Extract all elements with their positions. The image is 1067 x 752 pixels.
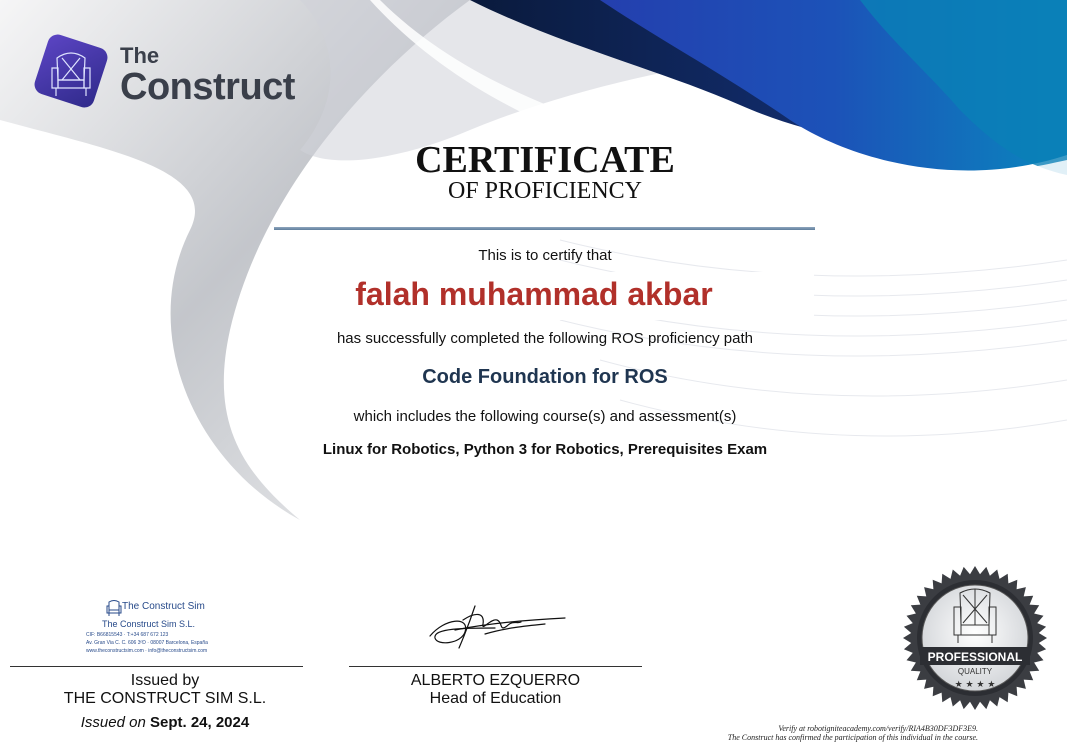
- company-stamp: [84, 598, 234, 658]
- issued-on-label: Issued on: [80, 714, 146, 731]
- certify-intro: This is to certify that: [478, 247, 612, 264]
- certificate-title: CERTIFICATE: [415, 139, 675, 181]
- stamp-company-name: The Construct Sim: [122, 601, 205, 612]
- issue-date: Sept. 24, 2024: [149, 714, 250, 731]
- armchair-logo-icon: [32, 28, 112, 123]
- verification-note: [600, 724, 978, 742]
- signer-name: ALBERTO EZQUERRO: [410, 672, 581, 689]
- seal-stars: ★ ★ ★ ★: [954, 680, 996, 690]
- verify-confirmation-line: The Construct has confirmed the participation of this individual in the course.: [727, 733, 978, 742]
- completion-text: has successfully completed the following ROS proficiency path: [336, 330, 754, 347]
- handwritten-signature: [425, 598, 570, 658]
- issuer-name: THE CONSTRUCT SIM S.L.: [63, 690, 267, 707]
- signer-signature-line: [349, 666, 642, 667]
- certificate-subtitle: OF PROFICIENCY: [447, 178, 643, 204]
- logo-text-construct: Construct: [120, 66, 295, 108]
- verify-url-line: Verify at robotigniteacademy.com/verify/RIA4B30DF3DF3E9.: [778, 724, 978, 733]
- issue-date-line: [10, 714, 320, 731]
- stamp-line: CIF: B66815543 · T:+34 687 672 123: [86, 632, 169, 638]
- signer-title: Head of Education: [429, 690, 562, 707]
- stamp-legal-name: The Construct Sim S.L.: [102, 619, 196, 629]
- seal-text-professional: PROFESSIONAL: [927, 650, 1023, 664]
- issuer-signature-line: [10, 666, 303, 667]
- stamp-chair-icon: [106, 599, 122, 617]
- title-divider: [274, 227, 815, 230]
- stamp-line: Av. Gran Via C. C. 606 3ºD · 08007 Barcelona, España: [86, 640, 208, 646]
- includes-text: which includes the following course(s) and assessment(s): [353, 408, 737, 425]
- brand-logo: [32, 28, 332, 128]
- path-name: Code Foundation for ROS: [422, 366, 668, 388]
- recipient-name: falah muhammad akbar: [355, 276, 713, 312]
- issued-by-label: Issued by: [130, 672, 200, 689]
- seal-text-quality: QUALITY: [957, 667, 993, 676]
- course-list: Linux for Robotics, Python 3 for Robotics, Prerequisites Exam: [322, 441, 768, 458]
- seal-chair-icon: [954, 589, 996, 643]
- stamp-line: www.theconstructsim.com · info@theconstructsim.com: [86, 648, 208, 654]
- professional-quality-seal: [900, 563, 1050, 713]
- logo-text-the: The: [120, 43, 160, 68]
